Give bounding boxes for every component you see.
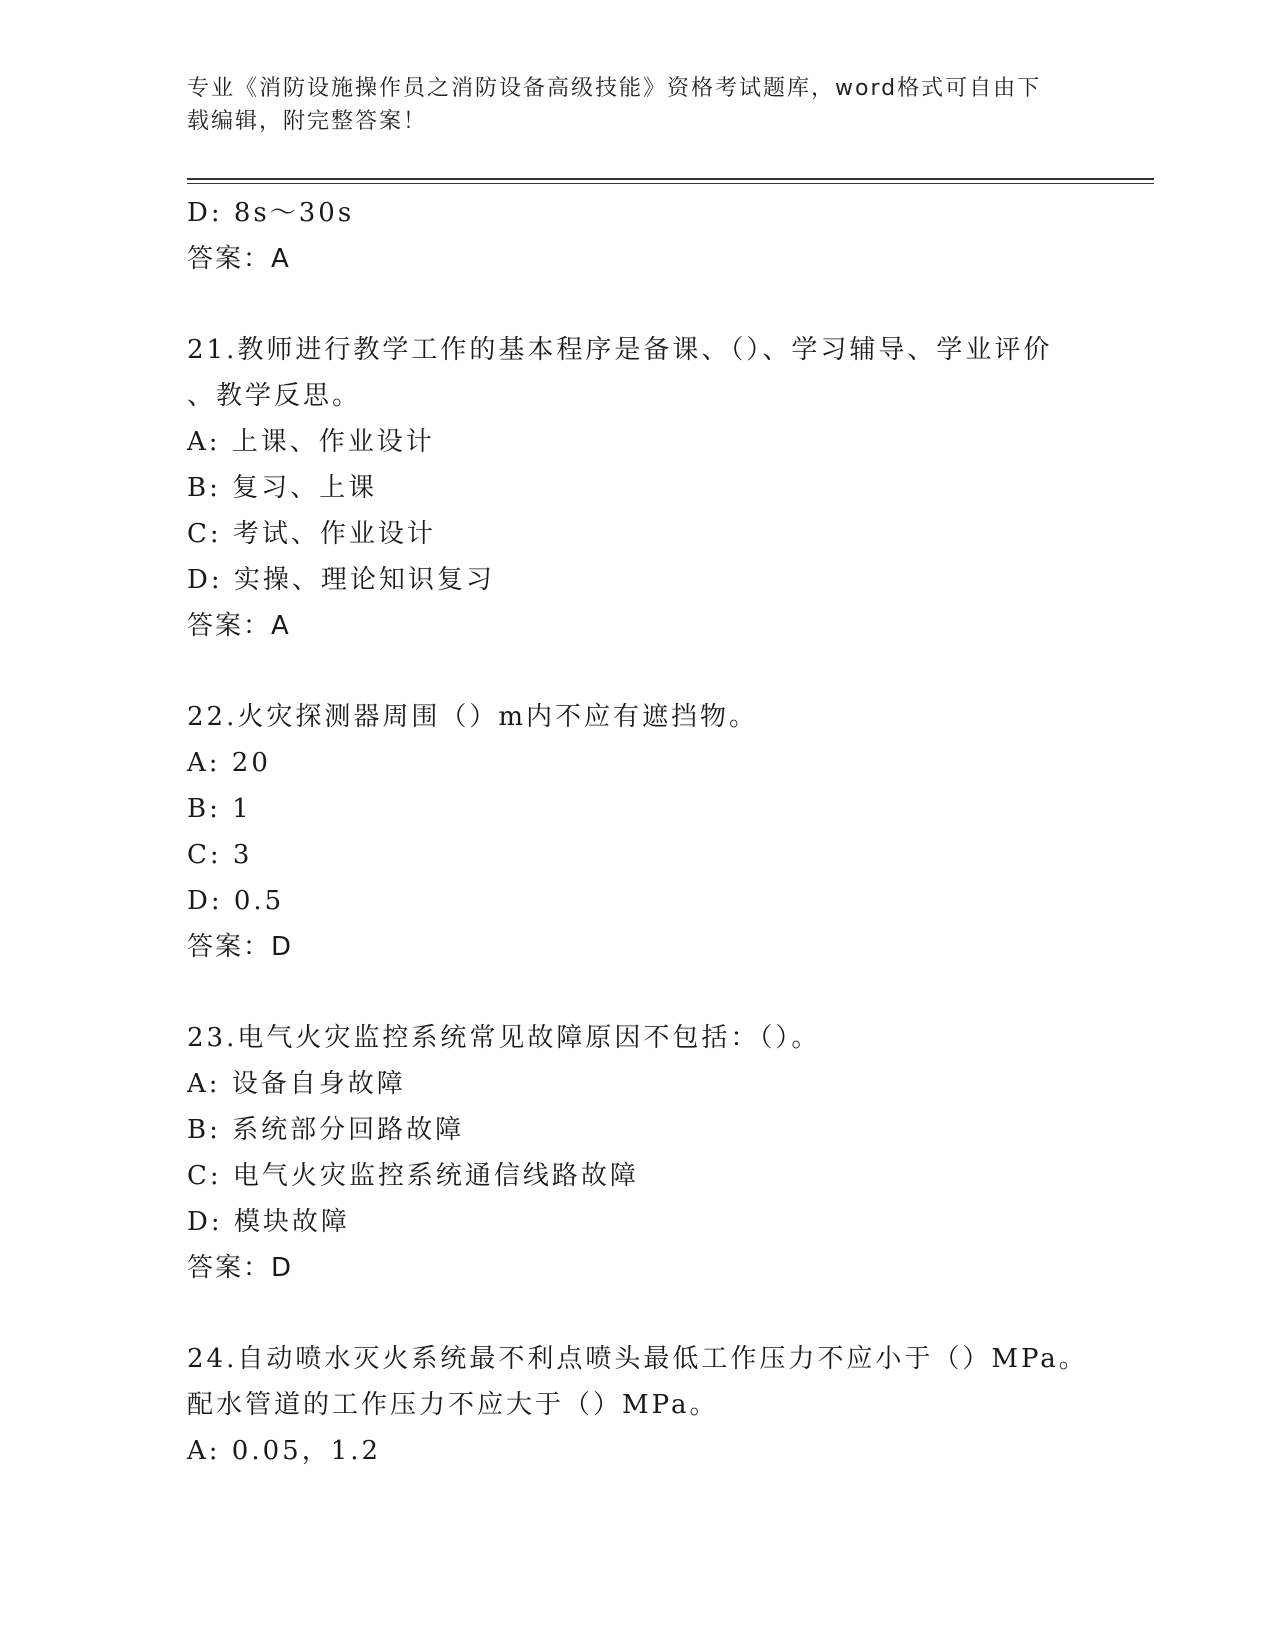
header-line-2: 载编辑，附完整答案！ xyxy=(187,109,428,134)
option-d: D: 0.5 xyxy=(187,886,285,916)
header-line-1: 专业《消防设施操作员之消防设备高级技能》资格考试题库，word格式可自由下 xyxy=(187,76,1042,101)
option-d: D: 实操、理论知识复习 xyxy=(187,565,495,595)
option-a: A: 20 xyxy=(187,748,271,778)
question-21 xyxy=(187,327,1087,649)
answer-label: 答案：A xyxy=(187,611,291,641)
option-a: A: 设备自身故障 xyxy=(187,1069,406,1099)
question-stem: 21.教师进行教学工作的基本程序是备课、（）、学习辅导、学业评价 xyxy=(187,335,1053,365)
option-a: A: 0.05，1.2 xyxy=(187,1436,382,1466)
question-stem: 24.自动喷水灭火系统最不利点喷头最低工作压力不应小于（）MPa。 xyxy=(187,1344,1088,1374)
option-b: B: 复习、上课 xyxy=(187,473,378,503)
option-d: D: 8s～30s xyxy=(187,198,355,228)
answer-label: 答案：D xyxy=(187,1253,294,1283)
question-stem: 22.火灾探测器周围（）m内不应有遮挡物。 xyxy=(187,702,759,732)
question-23 xyxy=(187,1015,1087,1291)
option-b: B: 系统部分回路故障 xyxy=(187,1115,465,1145)
document-header xyxy=(187,72,1087,138)
header-divider xyxy=(187,178,1154,184)
option-b: B: 1 xyxy=(187,794,252,824)
question-stem: 配水管道的工作压力不应大于（）MPa。 xyxy=(187,1390,719,1420)
question-list xyxy=(187,190,1087,1474)
option-c: C: 电气火灾监控系统通信线路故障 xyxy=(187,1161,639,1191)
previous-question-fragment xyxy=(187,190,1087,282)
question-22 xyxy=(187,694,1087,970)
question-stem: 、教学反思。 xyxy=(187,381,362,411)
answer-label: 答案：A xyxy=(187,244,291,274)
option-a: A: 上课、作业设计 xyxy=(187,427,435,457)
option-c: C: 3 xyxy=(187,840,253,870)
option-d: D: 模块故障 xyxy=(187,1207,350,1237)
question-stem: 23.电气火灾监控系统常见故障原因不包括：（）。 xyxy=(187,1023,821,1053)
option-c: C: 考试、作业设计 xyxy=(187,519,436,549)
answer-label: 答案：D xyxy=(187,932,294,962)
question-24 xyxy=(187,1336,1087,1474)
